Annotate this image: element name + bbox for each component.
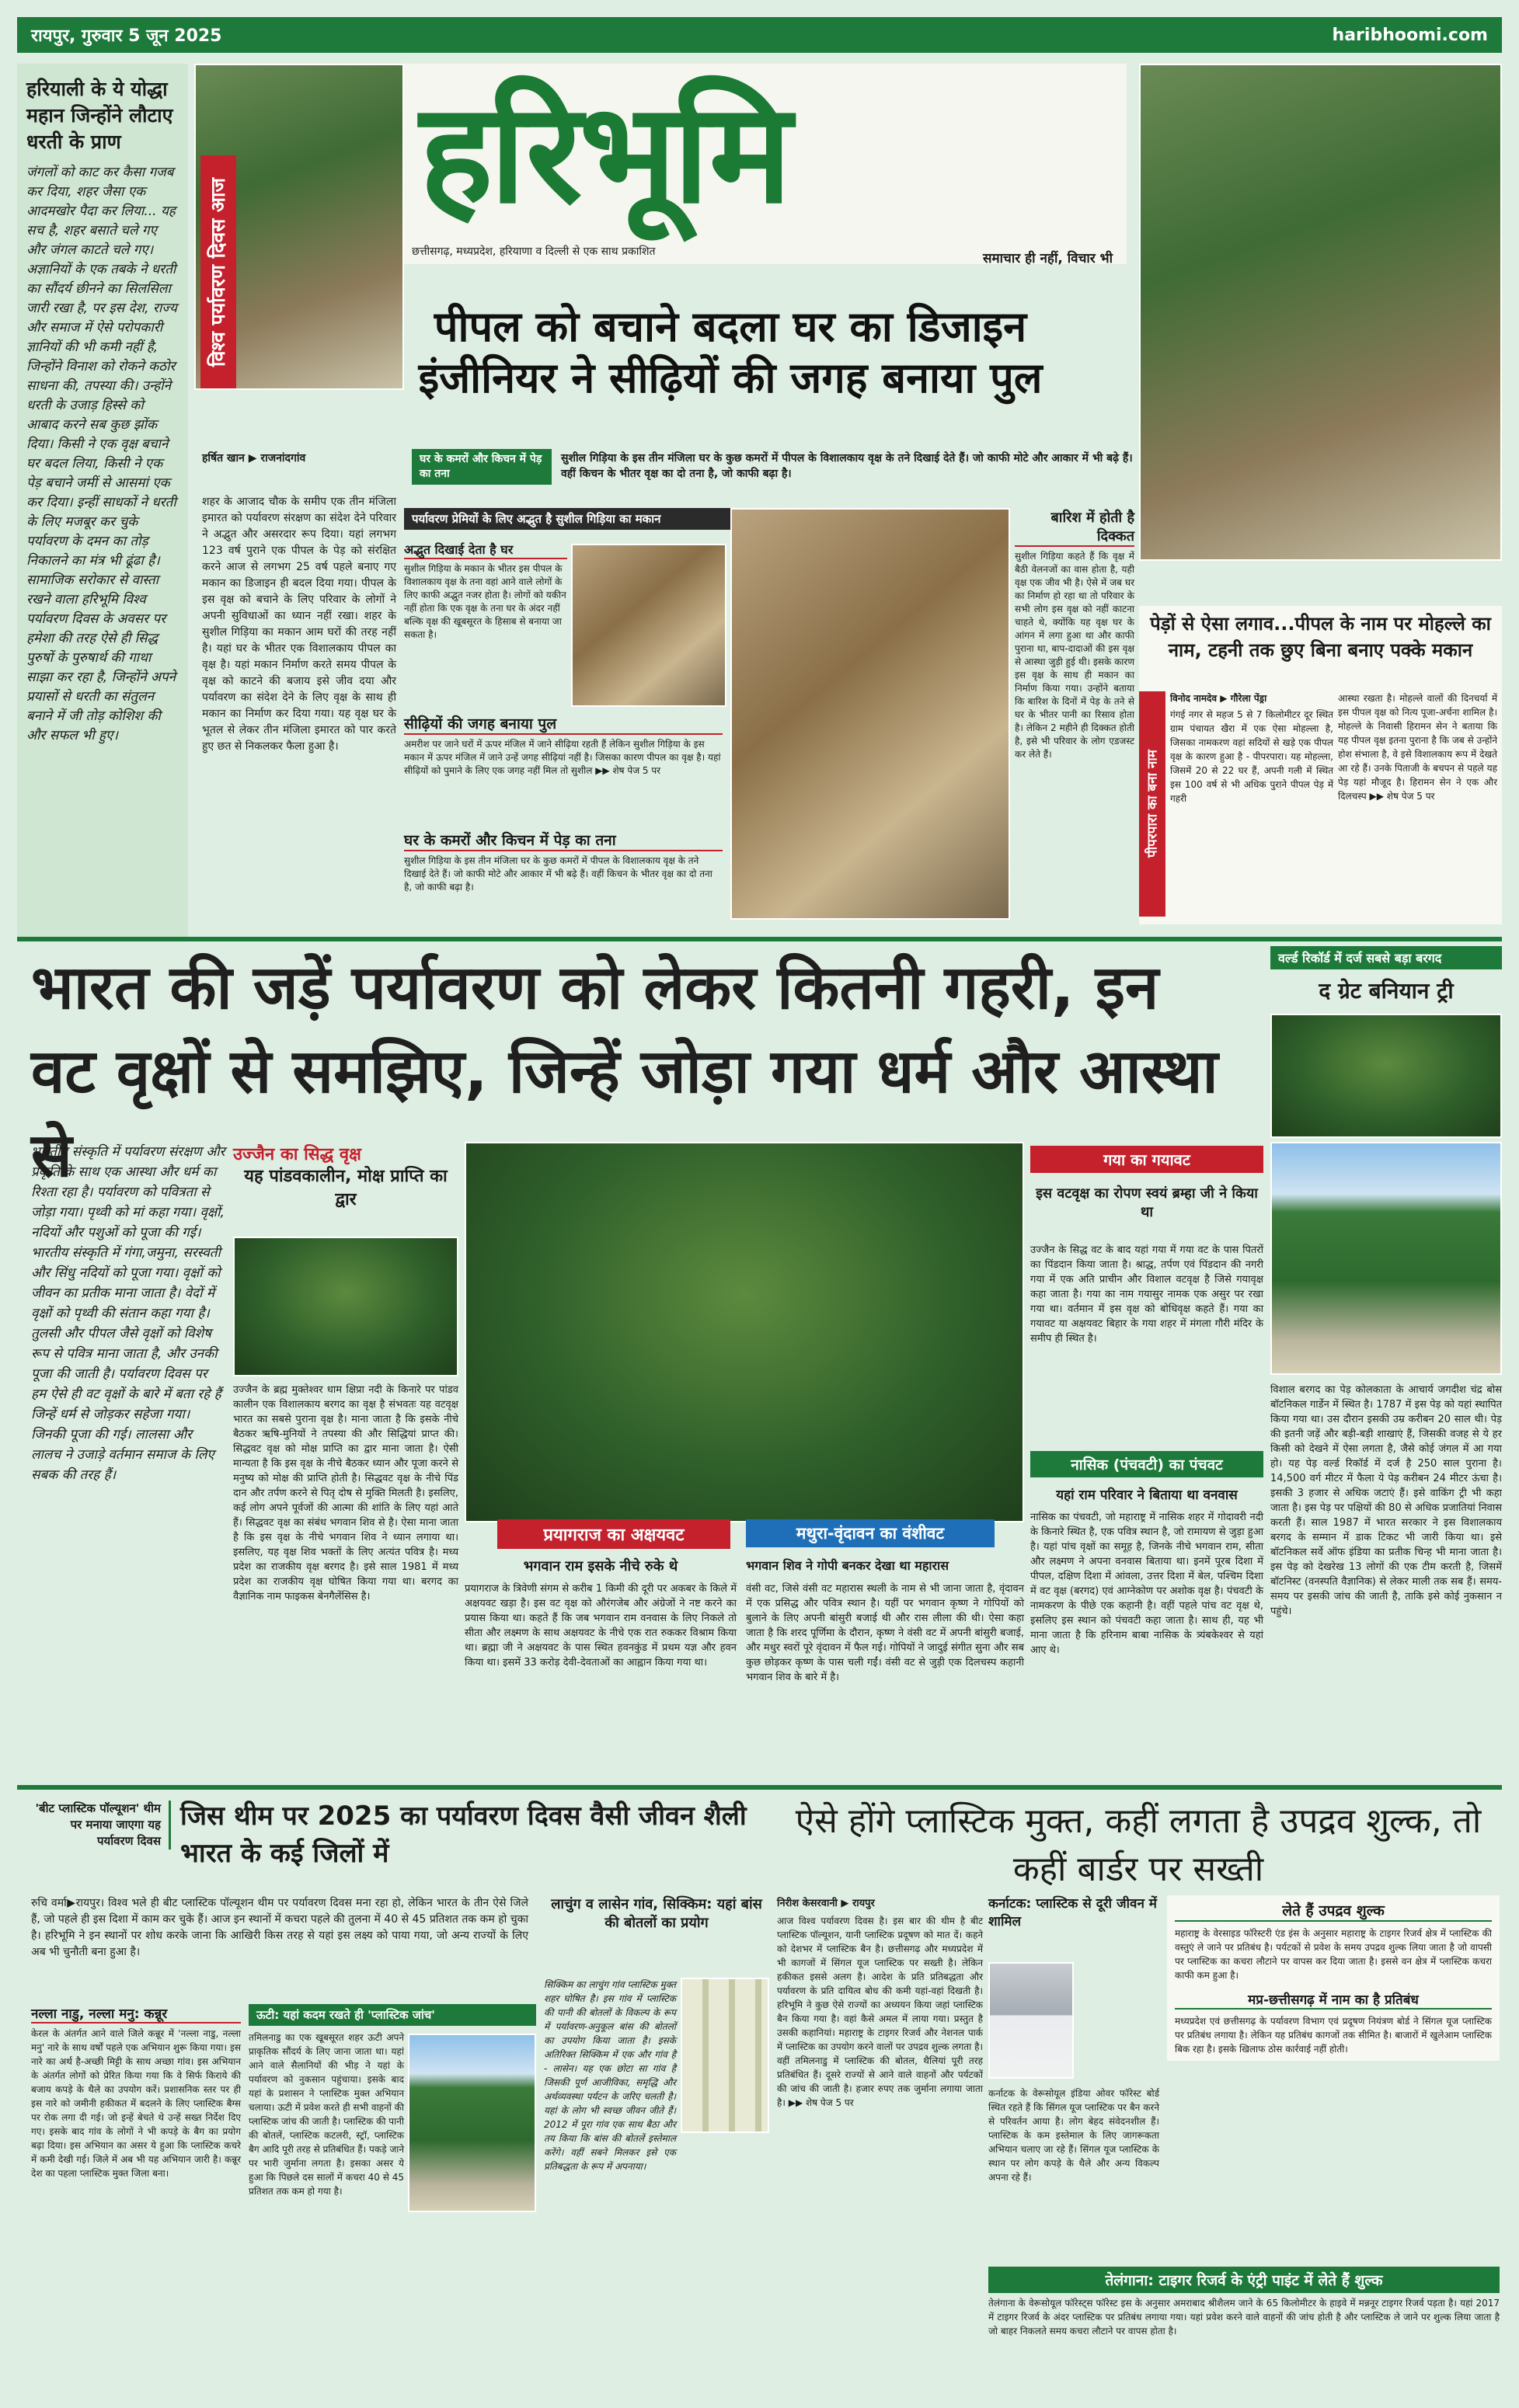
lead-sub-1-body: सुशील गिड़िया के मकान के भीतर इस पीपल के विशालकाय वृक्ष के तना वहां आने वाले लोगों के लिए काफी अद्भुत नजर होता है। लोगों को यकीन नहीं होता कि एक वृक्ष के तना घर के अंदर नहीं बल्कि वृक्ष की खूबसूरत के हिसाब से बनाया जा सकता है। [404,563,566,640]
kannur-title: नल्ला नाडु, नल्ला मनु: कन्नूर [31,2004,241,2023]
ujjain-story [233,1142,458,1212]
side-story-body-right: आस्था रखता है। मोहल्ले वालों की दिनचर्या में इस पीपल वृक्ष को नित्य पूजा-अर्चना शामिल है। मोहल्ले के निवासी हिरामन सेन ने बताया कि यह पीपल वृक्ष इतना पुराना है कि जब से उन्होंने होश संभाला है, वे इसे विशालकाय रूप में देखते आ रहे हैं। उनके पिताजी के बचपन से पहले यह पेड़ यहां मौजूद है। हिरामन सेन ने एक और दिलचस्प ▶▶ शेष पेज 5 पर [1338,693,1497,802]
ooty-body: तमिलनाडु का एक खूबसूरत शहर ऊटी अपने प्राकृतिक सौंदर्य के लिए जाना जाता था। यहां आने वाले सैलानियों की भीड़ ने यहां के पर्यावरण को नुकसान पहुंचाया। इसके बाद यहां के प्रशासन ने प्लास्टिक मुक्त अभियान चलाया। ऊटी में प्रवेश करते ही सभी वाहनों की प्लास्टिक जांच की जाती है। प्लास्टिक की पानी की बोतलें, प्लास्टिक कटलरी, स्ट्रॉ, प्लास्टिक बैग आदि पूरी तरह से प्रतिबंधित हैं। पकड़े जाने पर भारी जुर्माना लगता है। इसका असर ये हुआ कि पिछले दस सालों में कचरा 40 से 45 प्रतिशत तक कम हो गया है। [249,2032,404,2197]
section-divider-1 [17,937,1502,941]
ujjain-headline: यह पांडवकालीन, मोक्ष प्राप्ति का द्वार [244,1167,448,1209]
mathura-headline: भगवान शिव ने गोपी बनकर देखा था महारास [746,1558,949,1573]
plastic-intro: रुचि वर्मा▶रायपुर। विश्व भले ही बीट प्लास्टिक पॉल्यूशन थीम पर पर्यावरण दिवस मना रहा हो, लेकिन भारत के तीन ऐसे जिले हैं, जो पहले ही इस दिशा में काम कर चुके हैं। आज इन स्थानों में कचरा पहले की तुलना में 40 से 45 प्रतिशत तक कम हो चुका है। हरिभूमि ने इन स्थानों पर शोध करके जाना कि आखिरी किस तरह से यहां इस लक्ष्य को पाया गया, जो अन्य राज्यों के लिए अब भी चुनौती बना हुआ है। [31,1897,528,1958]
upadrav-title: लेते हैं उपद्रव शुल्क [1175,1900,1492,1922]
nashik-body: नासिक का पंचवटी, जो महाराष्ट्र में नासिक शहर में गोदावरी नदी के किनारे स्थित है, एक पवित्र स्थान है, जो रामायण से जुड़ा हुआ है। यहां पांच वृक्षों का समूह है, जिनके नीचे भगवान राम, सीता और लक्ष्मण ने अपना वनवास बिताया था। इनमें पूरब दिशा में पीपल, दक्षिण दिशा में आंवला, उत्तर दिशा में बेल, पश्चिम दिशा में वट वृक्ष (बरगद) एवं आग्नेकोण पर अशोक वृक्ष है। पंचवटी के नामकरण के पीछे एक कहानी है। वहीं पहले पांच वट वृक्ष थे, इसलिए इस स्थान को पंचवटी कहा जाता है। साथ ही, यह भी माना जाता है कि हरिनाम बाबा नासिक के त्र्यंबकेश्वर से यहां आए थे। [1030,1512,1263,1656]
ooty-photo [408,2034,536,2212]
bamboo-bottles-photo [681,1978,769,2133]
site-url[interactable]: haribhoomi.com [1332,25,1488,45]
masthead [404,64,1127,264]
lead-sub-2 [404,713,723,778]
plastic-mid-body: आज विश्व पर्यावरण दिवस है। इस बार की थीम है बीट प्लास्टिक पॉल्यूशन, यानी प्लास्टिक प्रदूषण को मात दें। कहने को देशभर में प्लास्टिक बैन है। छत्तीसगढ़ और मध्यप्रदेश में भी कागजों में सिंगल यूज प्लास्टिक पर सख्ती है। लेकिन हकीकत इससे अलग है। आदेश के प्रति प्रतिबद्धता और पर्यावरण के प्रति दायित्व बोध की कमी यहां-वहां दिखती है। हरिभूमि ने कुछ ऐसे राज्यों का अध्ययन किया जहां प्लास्टिक बैन किया गया है। वहां कैसे अमल में लाया गया। प्रस्तुत है उसकी कहानियां। महाराष्ट्र के टाइगर रिजर्व और नेशनल पार्क में प्लास्टिक का उपयोग करने वालों पर उपद्रव शुल्क लगता है। वहीं तमिलनाडु में प्लास्टिक की बोतल, थैलियां पूरी तरह प्रतिबंधित हैं। दूसरे राज्यों से आने वाले वाहनों और पर्यटकों की जांच की जाती है। हजार रुपए तक जुर्माना लगाया जाता है। ▶▶ शेष पेज 5 पर [777,1916,983,2108]
ooty-title: ऊटी: यहां कदम रखते ही 'प्लास्टिक जांच' [249,2004,536,2026]
issue-date: रायपुर, गुरुवार 5 जून 2025 [31,26,222,46]
karnataka-official-photo [988,1962,1074,2079]
lead-sub-4-title: बारिश में होती है दिक्कत [1015,508,1134,547]
sikkim-body: सिक्किम का लाचुंग गांव प्लास्टिक मुक्त शहर घोषित है। इस गांव में प्लास्टिक की पानी की बोतलों के विकल्प के रूप में पर्यावरण-अनुकूल बांस की बोतलों का उपयोग किया जाता है। इसके अतिरिक्त सिक्किम में एक और गांव है - लासेन। यह एक छोटा सा गांव है जिसकी पूर्ण आजीविका, समृद्धि और अर्थव्यवस्था पर्यटन के जरिए चलती है। यहां के लोग भी स्वच्छ जीवन जीते हैं। 2012 में पूरा गांव एक साथ बैठा और तय किया कि बांस की बोतलें इस्तेमाल करेंगे। वहीं सबने मिलकर इसे एक प्रतिबद्धता के रूप में अपनाया। [544,1979,676,2172]
upadrav-body: महाराष्ट्र के वेरसाइड फॉरेस्टरी एंड इंस के अनुसार महाराष्ट्र के टाइगर रिजर्व क्षेत्र में प्लास्टिक की वस्तुएं ले जाने पर प्रतिबंध है। पर्यटकों से प्रवेश के समय उपद्रव शुल्क लिया जाता है जो वापसी पर प्लास्टिक का कचरा लौटाने पर वापस कर दिया जाता है। इससे वन क्षेत्र में प्लास्टिक कचरा काफी कम हुआ है। [1175,1928,1492,1981]
upadrav-box [1167,1895,1500,2061]
banyan-photo-1 [1270,1014,1502,1138]
banyan-photo-2 [1270,1142,1502,1375]
lead-sub-3-title: घर के कमरों और किचन में पेड़ का तना [404,830,723,851]
tree-trunk-room-photo [571,544,726,707]
lead-headline-line-1: पीपल को बचाने बदला घर का डिजाइन [434,302,1027,351]
section-divider-2 [17,1785,1502,1790]
left-editorial-column [17,64,188,938]
lead-intro: सुशील गिड़िया के इस तीन मंजिला घर के कुछ कमरों में पीपल के विशालकाय वृक्ष के तने दिखाई देते हैं। जो काफी मोटे और आकार में भी बढ़े हैं। वहीं किचन के भीतर वृक्ष का दो तना है, जो काफी बढ़ा है। [561,452,1133,480]
lead-byline: हर्षित खान ▶ राजनांदगांव [202,452,306,465]
banyan-headline: द ग्रेट बनियान ट्री [1319,978,1454,1004]
banyan-tag: वर्ल्ड रिकॉर्ड में दर्ज सबसे बड़ा बरगद [1270,946,1502,969]
karnataka-body: कर्नाटक के वेरूसोयूल इंडिया ओवर फॉरेस्ट बोर्ड स्थित रहते हैं कि सिंगल यूज प्लास्टिक पर बैन करने से परिवर्तन आया है। लोग बेहद संवेदनशील हैं। प्लास्टिक के कम इस्तेमाल के लिए जागरूकता अभियान चलाए जा रहे हैं। सिंगल यूज प्लास्टिक के स्थान पर लोग कपड़े के थैले और अन्य विकल्प अपना रहे हैं। [988,2088,1159,2183]
lead-sub-1-title: अद्भुत दिखाई देता है घर [404,541,567,559]
mathura-tag: मथुरा-वृंदावन का वंशीवट [746,1519,995,1547]
mp-body: मध्यप्रदेश एवं छत्तीसगढ़ के पर्यावरण विभाग एवं प्रदूषण नियंत्रण बोर्ड ने सिंगल यूज प्लास्टिक पर प्रतिबंध लगाया है। लेकिन यह प्रतिबंध कागजों तक सीमित है। बाजारों में खुलेआम प्लास्टिक बिक रहा है। इसके खिलाफ ठोस कार्रवाई नहीं होती। [1175,2016,1492,2055]
plastic-headline-right: ऐसे होंगे प्लास्टिक मुक्त, कहीं लगता है उपद्रव शुल्क, तो कहीं बार्डर पर सख्ती [795,1801,1482,1889]
side-story-body-left: गंगई नगर से महज 5 से 7 किलोमीटर दूर स्थित ग्राम पंचायत खैरा में एक ऐसा मोहल्ला है, जिसका नामकरण वहां सदियों से खड़े एक पीपल वृक्ष के कारण हुआ है - पीपरपारा। यह मोहल्ला, जिसमें 20 से 22 घर हैं, अपनी गली में स्थित इस 100 वर्ष से भी अधिक पुराने पीपल पेड़ में गहरी [1170,709,1333,804]
prayagraj-headline: भगवान राम इसके नीचे रुके थे [523,1558,678,1575]
band-left-column: भारतीय संस्कृति में पर्यावरण संरक्षण और प्रकृति के साथ एक आस्था और धर्म का रिश्ता रहा है। पर्यावरण को पवित्रता से जोड़ा गया। पृथ्वी को मां कहा गया। वृक्षों, नदियों और पशुओं को पूजा की गई। भारतीय संस्कृति में गंगा,जमुना, सरस्वती और सिंधु नदियों को पूजा गया। वृक्षों को जीवन का प्रतीक माना जाता है। वेदों में वृक्षों को पृथ्वी की संतान कहा गया है। तुलसी और पीपल जैसे वृक्षों को विशेष रूप से पवित्र माना जाता है, और उनकी पूजा की जाती है। पर्यावरण दिवस पर हम ऐसे ही वट वृक्षों के बारे में बता रहे हैं जिन्हें धर्म से जोड़कर सहेजा गया। जिनकी पूजा की गई। लालसा और लालच ने उजाड़े वर्तमान समाज के लिए सबक की तरह हैं। [31,1144,225,1483]
ujjain-tag: उज्जैन का सिद्ध वृक्ष [233,1145,361,1164]
lead-headline [326,301,1134,404]
side-story-left-col [1170,691,1333,806]
karnataka-title: कर्नाटक: प्लास्टिक से दूरी जीवन में शामिल [988,1896,1157,1930]
lead-sub-2-title: सीढ़ियों की जगह बनाया पुल [404,713,723,735]
lead-sub-2-body: अमरीश पर जाने घरों में ऊपर मंजिल में जाने सीढ़िया रहती हैं लेकिन सुशील गिड़िया के इस मकान में ऊपर मंजिल में जाने उन्हें जगह सीढ़ियां नहीं है। जिसका कारण पीपल का वृक्ष है। यहां सीढ़ियों को पुमाने के लिए एक जगह नहीं मिल तो सुशील ▶▶ शेष पेज 5 पर [404,739,721,776]
left-column-body: जंगलों को काट कर कैसा गजब कर दिया, शहर जैसा एक आदमखोर पैदा कर लिया... यह सच है, शहर बसाते चले गए और जंगल काटते चले गए। अज्ञानियों के एक तबके ने धरती का सौंदर्य छीनने का सिलसिला जारी रखा है, पर इस देश, राज्य और समाज में ऐसे परोपकारी ज्ञानियों की भी कमी नहीं है, जिन्होंने विनाश को रोकने कठोर साधना की, तपस्या की। उन्होंने धरती के उजाड़ हिस्से को आबाद करने सब कुछ झोंक दिया। किसी ने एक वृक्ष बचाने घर बदल लिया, किसी ने एक पेड़ बचाने जमीं से आसमां एक कर दिया। इन्हीं साधकों ने धरती के लिए मजबूर कर चुके पर्यावरण के दमन का तोड़ निकालने का मंत्र भी ढूंढा है। सामाजिक सरोकार से वास्ता रखने वाला हरिभूमि विश्व पर्यावरण दिवस के अवसर पर हमेशा की तरह ऐसे ही सिद्ध पुरुषों के पुरुषार्थ की गाथा साझा कर रहा है, जिन्होंने अपने प्रयासों से धरती का संतुलन बनाने में जी तोड़ कोशिश की और सफल भी हुए। [26,165,177,743]
peepal-tree-photo-right [1139,64,1502,561]
lead-sub-1 [404,541,567,642]
mp-title: मप्र-छत्तीसगढ़ में नाम का है प्रतिबंध [1175,1990,1492,2010]
lead-sub-4-body: सुशील गिड़िया कहते हैं कि वृक्ष में बैठी वेलनजों का वास होता है, यही वृक्ष एक जीव भी है। ऐसे में जब घर का निर्माण हो रहा था तो परिवार के सभी लोग इस वृक्ष को नहीं काटना चाहते थे, क्योंकि यह वृक्ष घर के आंगन में लगा हुआ था और काफी पुराना था, बाप-दादाओं की इस वृक्ष से आस्था जुड़ी हुई थी। इसके कारण इस वृक्ष के साथ ही मकान का निर्माण किया गया। उन्होंने बताया कि बारिश के दिनों में पेड़ के तने से घर के भीतर पानी का रिसाव होता है। लेकिन 2 महीने ही दिक्कत होती है, इसे भी परिवार के लोग एडजस्ट कर लेते हैं। [1015,551,1134,760]
lead-sub-3 [404,830,723,894]
left-column-title: हरियाली के ये योद्धा महान जिन्होंने लौटाए धरती के प्राण [26,78,173,153]
side-story-vertical-label: पीपरपारा का बना नाम [1139,691,1165,917]
telangana-body: तेलंगाना के वेरूसोयूल फॉरेस्ट्स फॉरेस्ट इस के अनुसार अमराबाद श्रीशैलम जाने के 65 किलोमीटर के हाइवे में मन्ननूर टाइगर रिजर्व पड़ता है। यहां 2017 में टाइगर रिजर्व के अंदर प्लास्टिक पर प्रतिबंध लगाया गया। यहां प्रवेश करने वाले वाहनों की जांच होती है और प्लास्टिक ले जाने पर शुल्क लिया जाता है जो बाहर निकलते समय कचरा लौटाने पर वापस होता है। [988,2298,1500,2337]
lead-photo-caption-bar: पर्यावरण प्रेमियों के लिए अद्भुत है सुशील गिड़िया का मकान [404,508,793,530]
lead-body: शहर के आजाद चौक के समीप एक तीन मंजिला इमारत को पर्यावरण संरक्षण का संदेश देने परिवार ने अद्भुत और असरदार रूप दिया। यहां लगभग 123 वर्ष पुराने एक पीपल के पेड़ को संरक्षित करने आज से लगभग 25 वर्ष पहले बनाए गए मकान का डिजाइन ही बदल दिया गया। पीपल के इस वृक्ष को बचाने के लिए परिवार के लोगों ने अपनी सुविधाओं का ध्यान नहीं रखा। शहर के सुशील गिड़िया का मकान आम घरों की तरह नहीं है। यहां घर के भीतर एक विशालकाय पीपल का वृक्ष है। यहां मकान निर्माण करते समय पीपल के वृक्ष को काटने की बजाय इसे जीव दया और पर्यावरण का संदेश देने के लिए वृक्ष के साथ ही मकान का निर्माण कर दिया गया। यह वृक्ष घर के भूतल से लेकर तीन मंजिला इमारत को पार करते हुए छत से निकलकर फैला हुआ है। [202,496,396,753]
gaya-body: उज्जैन के सिद्ध वट के बाद यहां गया में गया वट के पास पितरों का पिंडदान किया जाता है। श्राद्ध, तर्पण एवं पिंडदान की नगरी गया में एक अति प्राचीन और विशाल वटवृक्ष है जिसे गयावृक्ष कहा जाता है। गया का नाम गयासुर नामक एक असुर पर रखा गया था। वर्तमान में इस वृक्ष को बोधिवृक्ष कहते हैं। गया का गयावट या अक्षयवट बिहार के गया शहर में मंगला गौरी मंदिर के समीप ही स्थित है। [1030,1244,1263,1345]
lead-sub-3-body: सुशील गिड़िया के इस तीन मंजिला घर के कुछ कमरों में पीपल के विशालकाय वृक्ष के तने दिखाई देते हैं। जो काफी मोटे और आकार में भी बढ़े हैं। वहीं किचन के भीतर वृक्ष का दो तना है, जो काफी बढ़ा है। [404,855,712,893]
plastic-headline-left: जिस थीम पर 2025 का पर्यावरण दिवस वैसी जीवन शैली भारत के कई जिलों में [180,1801,747,1869]
nashik-headline: यहां राम परिवार ने बिताया था वनवास [1056,1488,1238,1503]
ujjain-photo [233,1237,458,1376]
house-interior-tree-photo [730,508,1010,920]
masthead-tagline: समाचार ही नहीं, विचार भी [983,251,1113,266]
akshayavat-photo [465,1142,1024,1522]
lead-headline-line-2: इंजीनियर ने सीढ़ियों की जगह बनाया पुल [418,353,1043,402]
plastic-mid-byline: निरीश केसरवानी ▶ रायपुर [777,1898,875,1909]
newspaper-logo: हरिभूमि [420,71,789,234]
kannur-body: केरल के अंतर्गत आने वाले जिले कन्नूर में 'नल्ला नाडु, नल्ला मनु' नारे के साथ वर्षों पहले एक अभियान शुरू किया गया। इस नारे का अर्थ है-अच्छी मिट्टी के साथ अच्छा गांव। इस अभियान के अंतर्गत लोगों को प्रेरित किया गया कि वे सिर्फ किराये की बजाय कपड़े के थैले का उपयोग करें। प्रशासनिक स्तर पर ही इस नारे को जमीनी हकीकत में बदलने के लिए प्लास्टिक बैग्स पर रोक लगा दी गई। जो इन्हें बेचते थे उन्हें सख्त निर्देश दिए गए। इसके बाद गांव के लोगों ने भी कपड़े के बैग का प्रयोग बढ़ा दिया। इस अभियान का असर ये हुआ कि प्लास्टिक कचरे में कमी देखी गई। जिले में अब भी यह अभियान जारी है। कन्नूर देश का पहला प्लास्टिक मुक्त जिला बना। [31,2028,241,2179]
band-headline: भारत की जड़ें पर्यावरण को लेकर कितनी गहरी, इन वट वृक्षों से समझिए, जिन्हें जोड़ा गया धर्म और आस्था से [31,953,1218,1191]
ujjain-body: उज्जैन के ब्रह्म मुक्तेश्वर धाम क्षिप्रा नदी के किनारे पर पांडव कालीन एक विशालकाय बरगद का वृक्ष है संभवतः यह वटवृक्ष भारत का सबसे पुराना वृक्ष है। माना जाता है कि इसके नीचे बैठकर ऋषि-मुनियों ने तपस्या की और सिद्धियां प्राप्त की। सिद्धवट वृक्ष को मोक्ष प्राप्ति का द्वार माना जाता है। ऐसी मान्यता है कि इस वृक्ष के नीचे बैठकर ध्यान और पूजा करने से मनुष्य को मोक्ष की प्राप्ति होती है। सिद्धवट वृक्ष के नीचे पिंड दान और तर्पण करने से पितृ दोष से मुक्ति मिलती है। इसलिए, कई लोग अपने पूर्वजों की आत्मा की शांति के लिए यहां आते हैं। सिद्धवट वृक्ष का संबंध भगवान शिव से है। ऐसा माना जाता है कि इस वृक्ष के नीचे भगवान शिव ने ध्यान लगाया था। इसलिए, यह वृक्ष शिव भक्तों के लिए अत्यंत पवित्र है। मध्य प्रदेश का राजकीय वृक्ष बरगद है। इसे साल 1981 में मध्य प्रदेश का राजकीय वृक्ष घोषित किया गया था। बरगद का वैज्ञानिक नाम फाइकस बेनगैलेंसिस है। [233,1384,458,1602]
prayagraj-body: प्रयागराज के त्रिवेणी संगम से करीब 1 किमी की दूरी पर अकबर के किले में अक्षयवट खड़ा है। इस वट वृक्ष को औरंगजेब और अंग्रेजों ने नष्ट करने का प्रयास किया था। कहते हैं कि जब भगवान राम वनवास के लिए निकले तो सीता और लक्ष्मण के साथ अक्षयवट के नीचे एक रात रुककर विश्राम किया था। ब्रह्मा जी ने अक्षयवट के पास स्थित हवनकुंड में प्रथम यज्ञ और हवन किया था। इसमें 33 करोड़ देवी-देवताओं का आह्वान किया गया था। [465,1583,737,1669]
banyan-body: विशाल बरगद का पेड़ कोलकाता के आचार्य जगदीश चंद्र बोस बॉटनिकल गार्डेन में स्थित है। 1787 में इस पेड़ को यहां स्थापित किया गया था। उस दौरान इसकी उम्र करीबन 20 साल थी। पेड़ की इतनी जड़ें और बड़ी-बड़ी शाखाएं हैं, जिसकी वजह से ये हर किसी को देखने में ऐसा लगता है, जैसे कोई जंगल में आ गया हो। यह पेड़ वर्ल्ड रिकॉर्ड में दर्ज है 250 साल पुराना है। 14,500 वर्ग मीटर में फैला ये पेड़ करीबन 24 मीटर ऊंचा है। इसकी 3 हजार से अधिक जटाएं हैं। इसे वाकिंग ट्री भी कहा जाता है। इस पेड़ पर पक्षियों की 80 से अधिक प्रजातियां निवास करती हैं। साल 1987 में भारत सरकार ने इस विशालकाय बरगद के सम्मान में डाक टिकट भी जारी किया था। इसे बॉटनिकल सर्वे ऑफ इंडिया का प्रतीक चिन्ह भी माना जाता है। इस पेड़ को देखरेख 13 लोगों की एक टीम करती है, जिसमें बॉटनिस्ट (वनस्पति वैज्ञानिक) से लेकर माली तक सब हैं। समय-समय पर इसकी जांच की जाती है, ताकि इसे कोई नुकसान न पहुंचे। [1270,1384,1502,1617]
date-bar [17,17,1502,53]
edition-states: छत्तीसगढ़, मध्यप्रदेश, हरियाणा व दिल्ली से एक साथ प्रकाशित [412,245,656,258]
nashik-tag: नासिक (पंचवटी) का पंचवट [1030,1451,1263,1477]
gaya-tag: गया का गयावट [1030,1146,1263,1173]
side-story-headline: पेड़ों से ऐसा लगाव...पीपल के नाम पर मोहल्ले का नाम, टहनी तक छुए बिना बनाए पक्के मकान [1150,613,1491,661]
sikkim-title: लाचुंग व लासेन गांव, सिक्किम: यहां बांस की बोतलों का प्रयोग [551,1896,762,1931]
world-environment-day-label: विश्व पर्यावरण दिवस आज [200,155,236,388]
plastic-theme-label: 'बीट प्लास्टिक पॉल्यूशन' थीम पर मनाया जाएगा यह पर्यावरण दिवस [31,1801,171,1849]
side-story-byline: विनोद नामदेव ▶ गौरेला पेंड्रा [1170,693,1267,704]
kannur-story [31,2004,241,2180]
lead-sub-4 [1015,508,1134,761]
gaya-headline: इस वटवृक्ष का रोपण स्वयं ब्रम्हा जी ने किया था [1036,1185,1258,1220]
lead-tag-box: घर के कमरों और किचन में पेड़ का तना [412,449,552,485]
telangana-title: तेलंगाना: टाइगर रिजर्व के एंट्री पाइंट में लेते हैं शुल्क [988,2267,1500,2293]
prayagraj-tag: प्रयागराज का अक्षयवट [497,1519,730,1549]
mathura-body: वंसी वट, जिसे वंसी वट महारास स्थली के नाम से भी जाना जाता है, वृंदावन में एक प्रसिद्ध और पवित्र स्थान है। यहीं पर भगवान कृष्ण ने गोपियों को बुलाने के लिए अपनी बांसुरी बजाई थी और रास लीला की थी। ऐसा कहा जाता है कि शरद पूर्णिमा के दौरान, कृष्ण ने वंसी वट में अपनी बांसुरी बजाई, और मधुर स्वरों पूरे वृंदावन में फैल गई। गोपियों ने जादुई संगीत सुना और सब कुछ छोड़कर कृष्ण के पास चली गईं। वंसी वट से जुड़ी एक दिलचस्प कहानी भगवान शिव के बारे में है। [746,1583,1024,1683]
